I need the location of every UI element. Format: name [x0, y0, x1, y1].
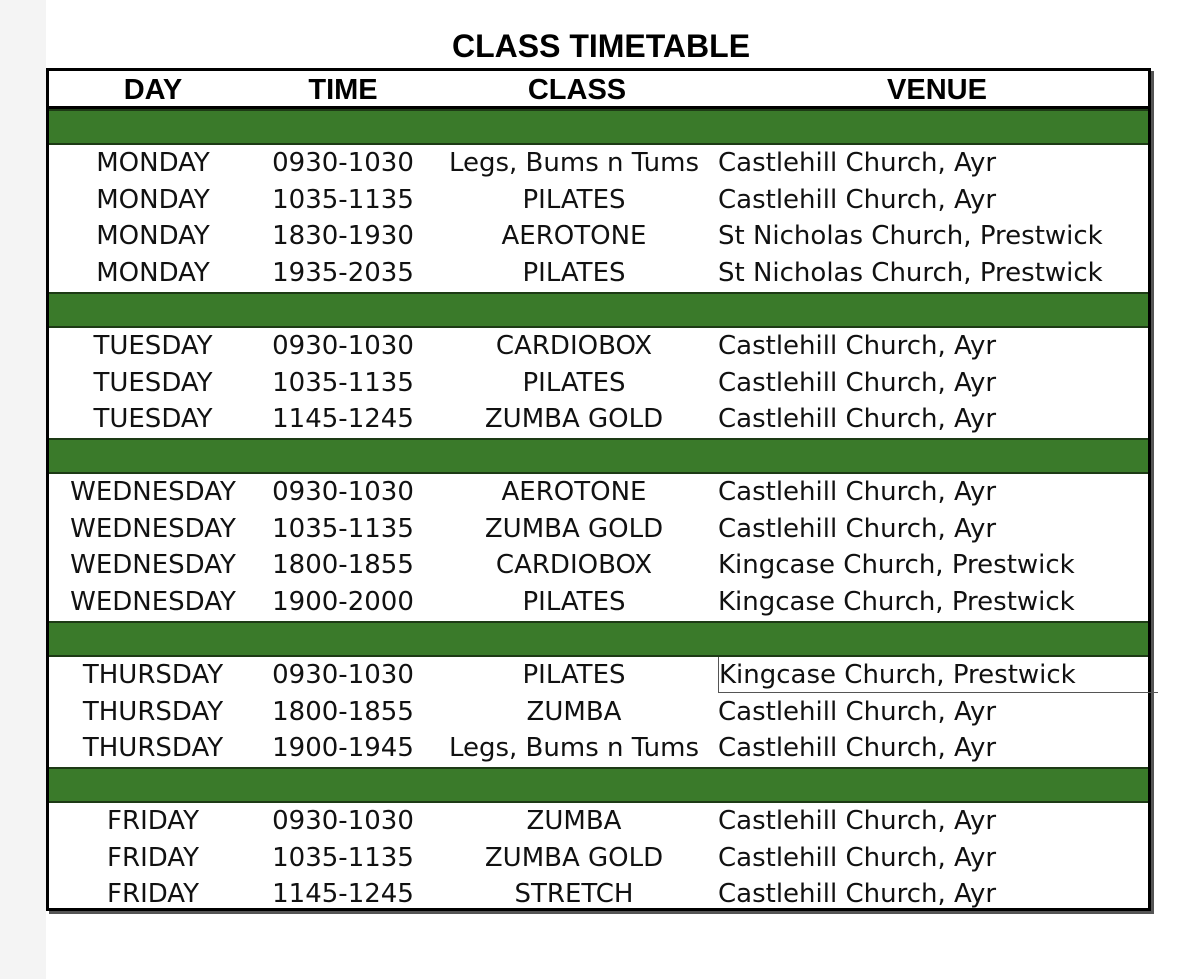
- table-row: [49, 474, 1148, 511]
- group-thursday: [49, 657, 1148, 767]
- time-cell: 0930-1030: [272, 806, 414, 836]
- table-row: [49, 730, 1148, 767]
- class-cell: PILATES: [522, 184, 626, 215]
- time-cell: 1145-1245: [272, 404, 414, 435]
- table-row: [49, 876, 1148, 913]
- day-cell: THURSDAY: [82, 696, 224, 727]
- class-cell: Legs, Bums n Tums: [448, 733, 700, 764]
- venue-cell: Castlehill Church, Ayr: [718, 477, 997, 507]
- time-cell: 1035-1135: [272, 184, 414, 215]
- class-cell: ZUMBA GOLD: [484, 842, 664, 873]
- time-cell: 1800-1855: [272, 696, 414, 727]
- day-cell: FRIDAY: [107, 842, 199, 873]
- venue-cell: St Nicholas Church, Prestwick: [718, 221, 1103, 252]
- class-cell: PILATES: [522, 257, 626, 288]
- day-separator-band: [49, 767, 1148, 803]
- header-class: CLASS: [527, 74, 627, 106]
- time-cell: 1900-1945: [272, 733, 414, 764]
- table-row: [49, 657, 1148, 694]
- day-cell: WEDNESDAY: [70, 586, 236, 617]
- day-cell: FRIDAY: [107, 806, 199, 836]
- class-cell: ZUMBA: [526, 696, 622, 727]
- class-cell: ZUMBA GOLD: [484, 404, 664, 435]
- venue-cell: Castlehill Church, Ayr: [718, 806, 997, 836]
- day-cell: THURSDAY: [82, 733, 224, 764]
- timetable: [46, 68, 1151, 911]
- venue-cell: Kingcase Church, Prestwick: [718, 657, 1158, 693]
- class-cell: AEROTONE: [501, 221, 647, 252]
- venue-cell: Castlehill Church, Ayr: [718, 696, 997, 727]
- group-monday: [49, 145, 1148, 291]
- table-row: [49, 182, 1148, 219]
- table-row: [49, 328, 1148, 365]
- header-day: DAY: [123, 74, 183, 106]
- table-row: [49, 584, 1148, 621]
- class-cell: PILATES: [522, 586, 626, 617]
- class-cell: CARDIOBOX: [495, 550, 653, 581]
- table-row: [49, 255, 1148, 292]
- venue-cell: Castlehill Church, Ayr: [718, 367, 997, 398]
- venue-cell: Castlehill Church, Ayr: [718, 331, 997, 361]
- table-row: [49, 401, 1148, 438]
- table-row: [49, 365, 1148, 402]
- time-cell: 0930-1030: [272, 331, 414, 361]
- group-friday: [49, 803, 1148, 913]
- group-wednesday: [49, 474, 1148, 620]
- day-cell: WEDNESDAY: [70, 477, 236, 507]
- group-tuesday: [49, 328, 1148, 438]
- day-cell: MONDAY: [96, 257, 210, 288]
- table-row: [49, 511, 1148, 548]
- time-cell: 1900-2000: [272, 586, 414, 617]
- time-cell: 1035-1135: [272, 842, 414, 873]
- table-row: [49, 218, 1148, 255]
- header-time: TIME: [308, 74, 378, 106]
- venue-cell: Castlehill Church, Ayr: [718, 404, 997, 435]
- day-cell: MONDAY: [96, 221, 210, 252]
- page-title: CLASS TIMETABLE: [451, 28, 751, 64]
- class-cell: AEROTONE: [501, 477, 647, 507]
- venue-cell: Castlehill Church, Ayr: [718, 513, 997, 544]
- day-separator-band: [49, 109, 1148, 145]
- class-cell: PILATES: [522, 660, 626, 690]
- table-row: [49, 547, 1148, 584]
- day-cell: WEDNESDAY: [70, 550, 236, 581]
- class-cell: PILATES: [522, 367, 626, 398]
- time-cell: 0930-1030: [272, 660, 414, 690]
- table-header-row: [49, 71, 1148, 109]
- time-cell: 0930-1030: [272, 477, 414, 507]
- day-cell: MONDAY: [96, 184, 210, 215]
- time-cell: 1935-2035: [272, 257, 414, 288]
- venue-cell: Castlehill Church, Ayr: [718, 184, 997, 215]
- day-cell: WEDNESDAY: [70, 513, 236, 544]
- table-row: [49, 694, 1148, 731]
- class-cell: Legs, Bums n Tums: [448, 148, 700, 178]
- header-venue: VENUE: [887, 74, 987, 106]
- time-cell: 1145-1245: [272, 879, 414, 910]
- class-cell: ZUMBA GOLD: [484, 513, 664, 544]
- class-cell: ZUMBA: [526, 806, 622, 836]
- time-cell: 1035-1135: [272, 367, 414, 398]
- table-row: [49, 145, 1148, 182]
- venue-cell: St Nicholas Church, Prestwick: [718, 257, 1103, 288]
- left-margin-strip: [0, 0, 46, 979]
- class-cell: CARDIOBOX: [495, 331, 653, 361]
- day-cell: FRIDAY: [107, 879, 199, 910]
- day-cell: MONDAY: [96, 148, 210, 178]
- venue-cell: Castlehill Church, Ayr: [718, 842, 997, 873]
- day-separator-band: [49, 438, 1148, 474]
- class-cell: STRETCH: [514, 879, 634, 910]
- time-cell: 1035-1135: [272, 513, 414, 544]
- time-cell: 1830-1930: [272, 221, 414, 252]
- day-separator-band: [49, 621, 1148, 657]
- table-row: [49, 840, 1148, 877]
- day-cell: TUESDAY: [93, 331, 213, 361]
- venue-cell: Castlehill Church, Ayr: [718, 733, 997, 764]
- time-cell: 0930-1030: [272, 148, 414, 178]
- day-separator-band: [49, 292, 1148, 328]
- time-cell: 1800-1855: [272, 550, 414, 581]
- day-cell: TUESDAY: [93, 404, 213, 435]
- venue-cell: Kingcase Church, Prestwick: [718, 550, 1075, 581]
- day-cell: THURSDAY: [82, 660, 224, 690]
- venue-cell: Kingcase Church, Prestwick: [718, 586, 1075, 617]
- venue-cell: Castlehill Church, Ayr: [718, 879, 997, 910]
- table-row: [49, 803, 1148, 840]
- venue-cell: Castlehill Church, Ayr: [718, 148, 997, 178]
- day-cell: TUESDAY: [93, 367, 213, 398]
